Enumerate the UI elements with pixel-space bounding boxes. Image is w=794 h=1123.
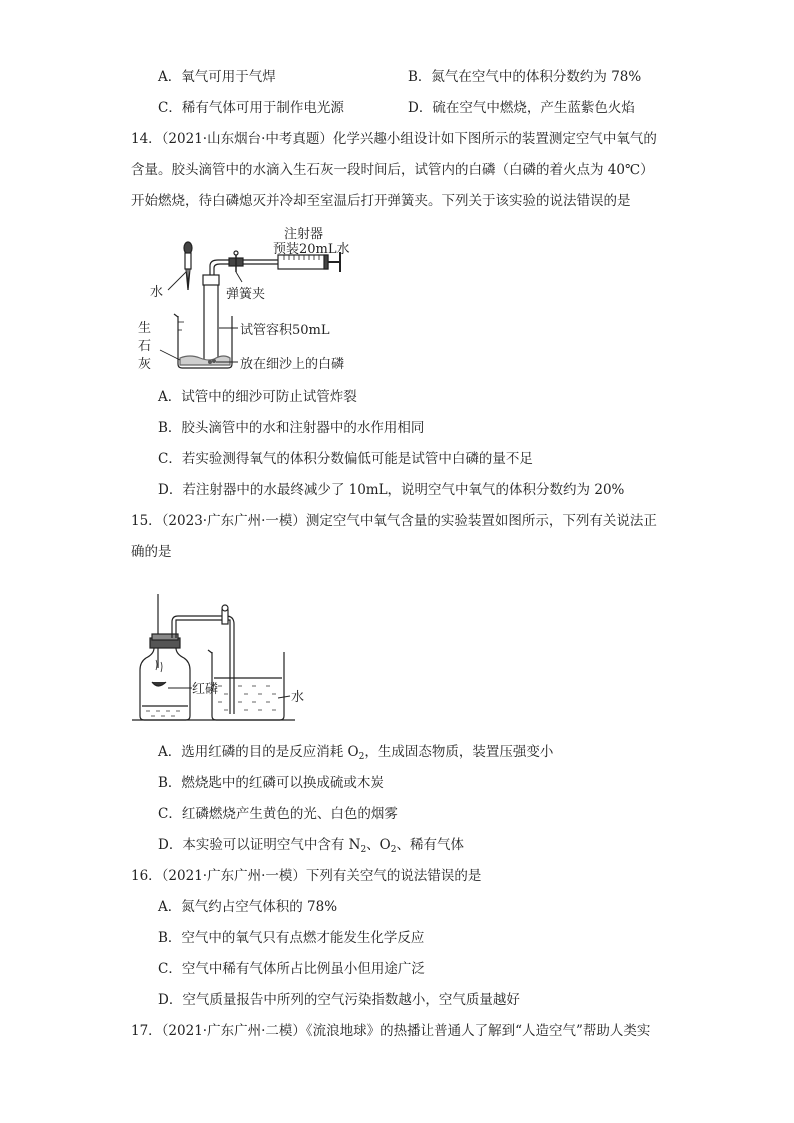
q13-option-d: D．硫在空气中燃烧，产生蓝紫色火焰 <box>408 100 635 116</box>
q16-option-b: B．空气中的氧气只有点燃才能发生化学反应 <box>158 930 425 946</box>
lime-label-1: 生 <box>138 321 152 336</box>
q14-option-c: C．若实验测得氧气的体积分数偏低可能是试管中白磷的量不足 <box>158 451 533 467</box>
tube-volume-label: 试管容积50mL <box>240 323 330 338</box>
syringe-label: 注射器 <box>284 227 324 242</box>
q16-stem-line-1: 16．（2021·广东广州·一模）下列有关空气的说法错误的是 <box>131 868 482 884</box>
clamp-label: 弹簧夹 <box>226 287 266 302</box>
q16-option-c: C．空气中稀有气体所占比例虽小但用途广泛 <box>158 961 425 977</box>
q15-option-b: B．燃烧匙中的红磷可以换成硫或木炭 <box>158 775 384 791</box>
q13-option-b: B．氮气在空气中的体积分数约为 78% <box>408 69 642 85</box>
q15-option-a: A．选用红磷的目的是反应消耗 $O_2$，生成固态物质，装置压强变小 <box>158 744 554 762</box>
q15-option-c: C．红磷燃烧产生黄色的光、白色的烟雾 <box>158 806 398 822</box>
q14-option-a: A．试管中的细沙可防止试管炸裂 <box>158 389 357 405</box>
beaker-water-label: 水 <box>291 690 305 705</box>
q14-stem-line-1: 14．（2021·山东烟台·中考真题）化学兴趣小组设计如下图所示的装置测定空气中氧气的 <box>131 131 657 147</box>
q15-stem-line-1: 15．（2023·广东广州·一模）测定空气中氧气含量的实验装置如图所示，下列有关说法正 <box>131 513 657 529</box>
q14-option-b: B．胶头滴管中的水和注射器中的水作用相同 <box>158 420 425 436</box>
q15-apparatus-figure <box>130 590 330 725</box>
red-phosphorus-label: 红磷 <box>192 682 219 697</box>
q14-stem-line-3: 开始燃烧，待白磷熄灭并冷却至室温后打开弹簧夹。下列关于该实验的说法错误的是 <box>131 193 631 209</box>
lime-label-2: 石 <box>138 339 152 354</box>
lime-label-3: 灰 <box>138 357 152 372</box>
q13-option-a: A．氧气可用于气焊 <box>158 69 276 85</box>
q14-stem-line-2: 含量。胶头滴管中的水滴入生石灰一段时间后，试管内的白磷（白磷的着火点为 40℃） <box>131 162 654 178</box>
q15-option-d: D．本实验可以证明空气中含有 $N_2$、$O_2$、稀有气体 <box>158 837 464 855</box>
dropper-water-label: 水 <box>150 285 164 300</box>
q13-option-c: C．稀有气体可用于制作电光源 <box>158 100 344 116</box>
q14-option-d: D．若注射器中的水最终减少了 10mL，说明空气中氧气的体积分数约为 20% <box>158 482 625 498</box>
syringe-prefill-label: 预装20mL水 <box>273 242 350 257</box>
q17-stem-line-1: 17．（2021·广东广州·二模）《流浪地球》的热播让普通人了解到“人造空气”帮助人类实 <box>131 1023 651 1039</box>
phosphorus-label: 放在细沙上的白磷 <box>240 357 345 372</box>
q16-option-d: D．空气质量报告中所列的空气污染指数越小，空气质量越好 <box>158 992 520 1008</box>
q15-stem-line-2: 确的是 <box>131 544 172 560</box>
q14-apparatus-figure <box>130 222 400 382</box>
q16-option-a: A．氮气约占空气体积的 78% <box>158 899 338 915</box>
